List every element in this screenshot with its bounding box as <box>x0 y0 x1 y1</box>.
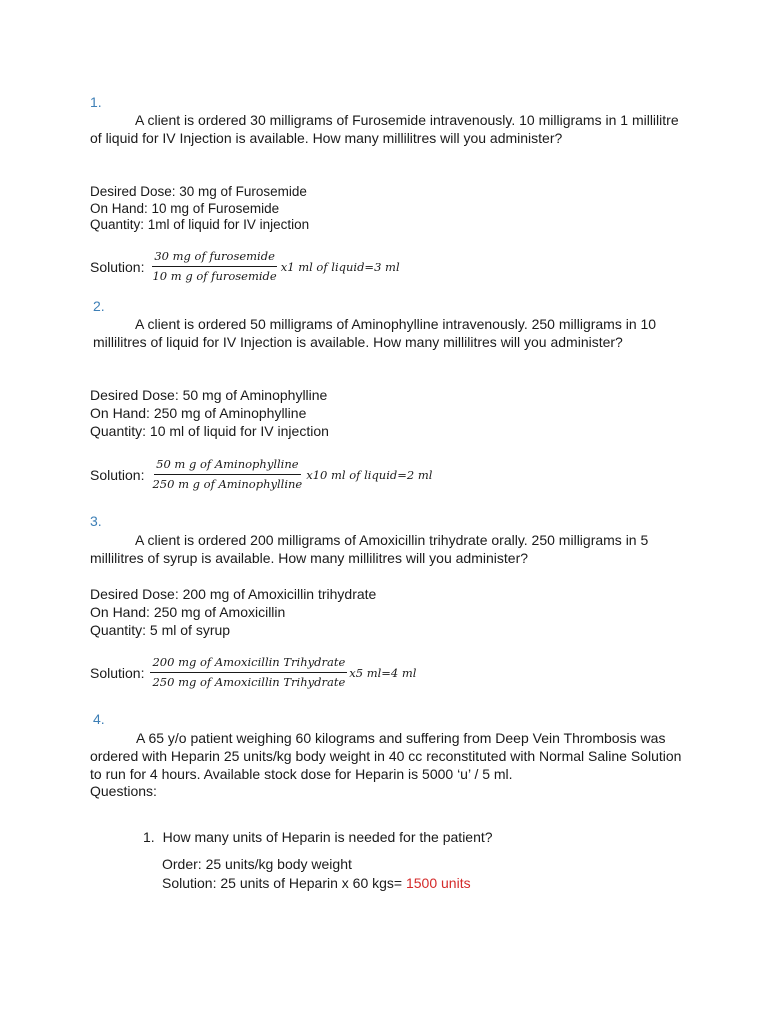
numerator: 200 mg of Amoxicillin Trihydrate <box>150 655 347 673</box>
questions-label: Questions: <box>90 783 157 799</box>
solution-label: Solution: <box>90 258 145 275</box>
denominator: 10 m g of furosemide <box>152 269 277 283</box>
solution-rest: x1 ml of liquid=3 ml <box>280 259 400 274</box>
solution-rest: x5 ml=4 ml <box>349 665 417 680</box>
order-line: Order: 25 units/kg body weight <box>162 856 352 872</box>
on-hand: On Hand: 10 mg of Furosemide <box>90 200 280 216</box>
problem-2-solution <box>90 457 432 492</box>
quantity: Quantity: 1ml of liquid for IV injection <box>90 217 310 232</box>
desired-dose: Desired Dose: 50 mg of Aminophylline <box>90 387 328 403</box>
problem-4-number: 4. <box>93 711 105 727</box>
question-1-number: 1. <box>143 829 155 845</box>
denominator: 250 mg of Amoxicillin Trihydrate <box>152 675 346 689</box>
problem-3-given <box>90 585 376 639</box>
desired-dose: Desired Dose: 30 mg of Furosemide <box>90 184 307 199</box>
quantity: Quantity: 5 ml of syrup <box>90 622 231 638</box>
answer-highlight: 1500 units <box>405 875 471 891</box>
problem-3-solution <box>90 655 416 690</box>
solution-label: Solution: <box>90 466 145 483</box>
problem-4-text: A 65 y/o patient weighing 60 kilograms and suffering from Deep Vein Thrombosis was ordered with Heparin 25 units/kg body weight in 40 cc reconstituted with Normal Saline Solution to run for 4 hours. Available stock dose for Heparin is 5000 ‘u’ / 5 ml. <box>90 730 682 782</box>
solution-text: Solution: 25 units of Heparin x 60 kgs= <box>162 875 403 891</box>
problem-2-given <box>90 386 329 440</box>
problem-3-number: 3. <box>90 513 102 529</box>
problem-1-given <box>90 184 309 234</box>
question-1 <box>143 828 493 846</box>
on-hand: On Hand: 250 mg of Amoxicillin <box>90 604 286 620</box>
problem-3-text: A client is ordered 200 milligrams of Amoxicillin trihydrate orally. 250 milligrams in 5 millilitres of syrup is available. How many millilitres will you administer? <box>90 532 649 566</box>
problem-1-number: 1. <box>90 94 102 110</box>
numerator: 30 mg of furosemide <box>152 249 277 267</box>
problem-2-number: 2. <box>93 298 105 314</box>
desired-dose: Desired Dose: 200 mg of Amoxicillin trihydrate <box>90 586 377 602</box>
question-1-text: How many units of Heparin is needed for the patient? <box>162 829 493 845</box>
problem-1-solution <box>90 249 400 284</box>
solution-fraction <box>150 249 278 284</box>
on-hand: On Hand: 250 mg of Aminophylline <box>90 405 307 421</box>
problem-2-text: A client is ordered 50 milligrams of Aminophylline intravenously. 250 milligrams in 10 millilitres of liquid for IV Injection is available. How many millilitres will you administer? <box>93 316 657 350</box>
denominator: 250 m g of Aminophylline <box>152 477 303 491</box>
quantity: Quantity: 10 ml of liquid for IV injection <box>90 423 329 439</box>
question-1-solution <box>162 874 471 892</box>
problem-1-text: A client is ordered 30 milligrams of Furosemide intravenously. 10 milligrams in 1 millilitre of liquid for IV Injection is available. How many millilitres will you administer? <box>90 112 679 146</box>
solution-fraction <box>150 457 304 492</box>
numerator: 50 m g of Aminophylline <box>154 457 300 475</box>
solution-rest: x10 ml of liquid=2 ml <box>306 467 433 482</box>
solution-fraction <box>150 655 347 690</box>
solution-label: Solution: <box>90 664 145 681</box>
